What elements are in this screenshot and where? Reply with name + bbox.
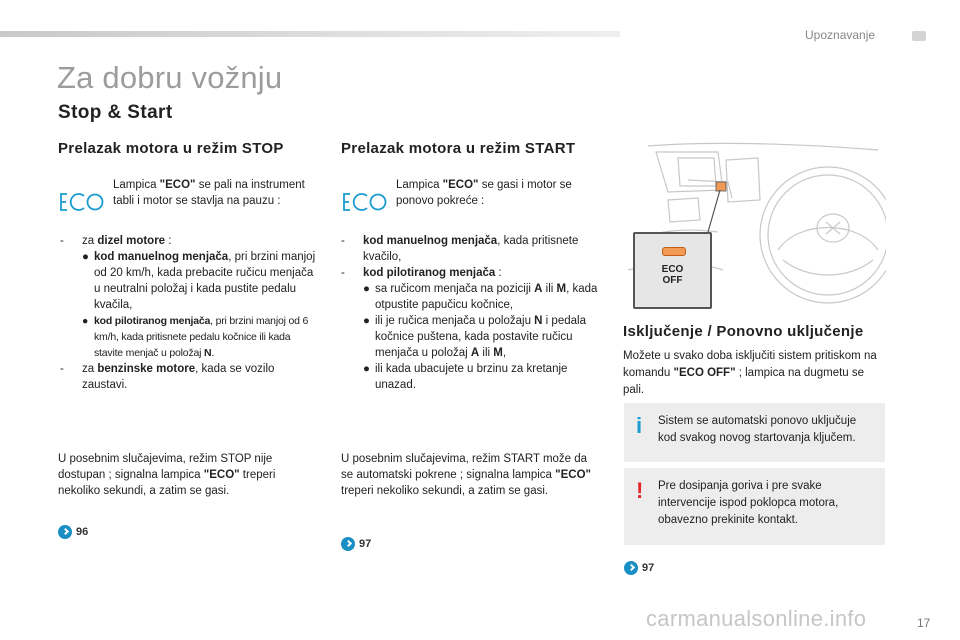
arrow-right-icon (341, 537, 355, 551)
list-item: ● ili kada ubacujete u brzinu za kretanje unazad. (363, 363, 568, 391)
stop-lamp-text: Lampica "ECO" se pali na instrument tabli i motor se stavlja na pauzu : (113, 179, 305, 207)
list-item: ● kod manuelnog menjača, pri brzini manjoj od 20 km/h, kada prebacite ručicu menjača u neutralni položaj i kada pustite pedalu kvačila, (82, 251, 316, 311)
start-special-note: U posebnim slučajevima, režim START može da se automatski pokrene ; signalna lampica "ECO" treperi nekoliko sekundi, a zatim se gasi. (341, 453, 591, 497)
page-title: Za dobru vožnju (57, 60, 283, 95)
page-reference-link[interactable]: 96 (58, 525, 88, 539)
stop-special-note: U posebnim slučajevima, režim STOP nije dostupan ; signalna lampica "ECO" treperi nekoliko sekundi, a zatim se gasi. (58, 453, 276, 497)
arrow-right-icon (624, 561, 638, 575)
eco-icon (58, 191, 104, 213)
eco-off-label: ECO OFF (661, 264, 684, 286)
off-heading: Isključenje / Ponovno uključenje (623, 323, 864, 340)
start-conditions (341, 233, 601, 393)
eco-icon (341, 191, 387, 213)
header-bar (0, 31, 620, 37)
warning-text: Pre dosipanja goriva i pre svake intervencije ispod poklopca motora, obavezno prekinite kontakt. (658, 480, 839, 526)
corner-tab (912, 31, 926, 41)
info-text: Sistem se automatski ponovo uključuje kod svakog novog startovanja ključem. (658, 415, 857, 444)
stop-heading: Prelazak motora u režim STOP (58, 140, 284, 157)
info-note (624, 403, 885, 462)
arrow-right-icon (58, 525, 72, 539)
start-lamp-text: Lampica "ECO" se gasi i motor se ponovo pokreće : (396, 179, 572, 207)
page-reference-link[interactable]: 97 (341, 537, 371, 551)
list-item: - za benzinske motore, kada se vozilo zaustavi. (60, 363, 275, 391)
stop-conditions (60, 233, 322, 393)
list-item: - kod manuelnog menjača, kada pritisnete kvačilo, (341, 235, 579, 263)
watermark: carmanualsonline.info (646, 606, 867, 631)
list-item: - za dizel motore : (60, 235, 172, 247)
list-item: ● ili je ručica menjača u položaju N i pedala kočnice puštena, kada postavite ručicu menjača u položaj A ili M, (363, 315, 586, 359)
eco-off-button (633, 232, 712, 309)
section-name: Upoznavanje (805, 28, 876, 42)
list-item: ● sa ručicom menjača na poziciji A ili M, kada otpustite papučicu kočnice, (363, 283, 598, 311)
warning-note (624, 468, 885, 545)
start-heading: Prelazak motora u režim START (341, 140, 576, 157)
list-item: - kod pilotiranog menjača : (341, 267, 502, 279)
page-number: 17 (917, 616, 931, 630)
page-reference-link[interactable]: 97 (624, 561, 654, 575)
info-icon: i (636, 413, 643, 438)
list-item: ● kod pilotiranog menjača, pri brzini manjoj od 6 km/h, kada pritisnete pedalu kočnice ili kada stavite menjač u položaj N. (82, 315, 309, 359)
warning-icon: ! (636, 478, 644, 503)
page-subtitle: Stop & Start (58, 102, 173, 123)
eco-off-lamp (662, 247, 686, 256)
off-text: Možete u svako doba isključiti sistem pritiskom na komandu "ECO OFF" ; lampica na dugmetu se pali. (623, 350, 877, 396)
